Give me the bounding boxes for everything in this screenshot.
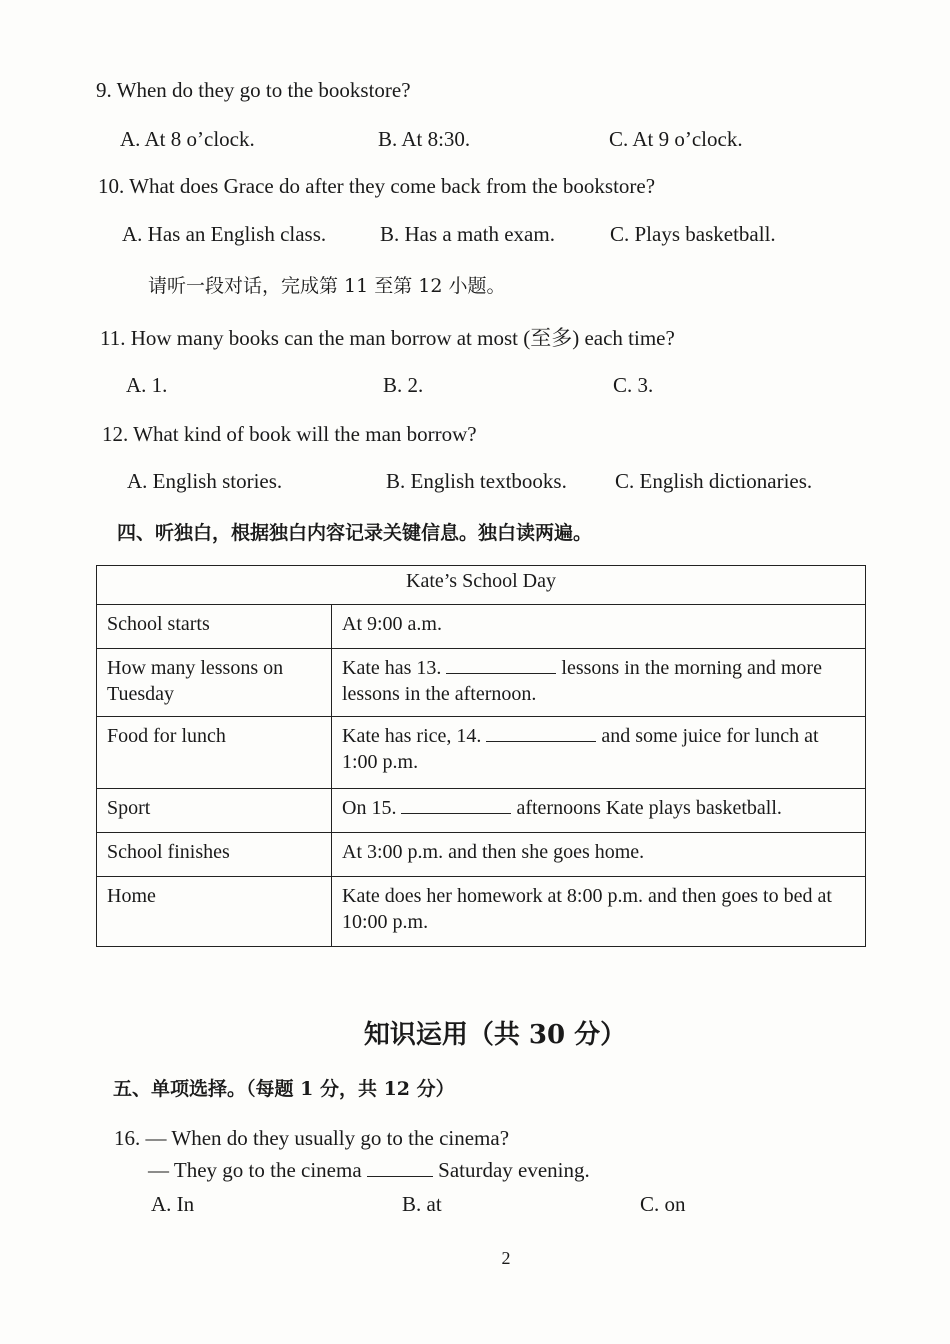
row-label: Sport: [97, 789, 332, 833]
question-11-option-a[interactable]: A. 1.: [126, 373, 168, 397]
section-4-title: 四、听独白，根据独白内容记录关键信息。独白读两遍。: [117, 522, 593, 544]
table-row: [97, 877, 866, 947]
question-9-option-a[interactable]: A. At 8 o’clock.: [120, 127, 255, 151]
row-content: On 15. afternoons Kate plays basketball.: [332, 789, 866, 833]
question-10-option-a[interactable]: A. Has an English class.: [122, 222, 327, 246]
page-number: 2: [501, 1248, 511, 1268]
question-10-stem: 10. What does Grace do after they come back from the bookstore?: [98, 174, 656, 198]
section-5-title: 五、单项选择。（每题 1 分，共 12 分）: [113, 1078, 455, 1100]
part-2-title: 知识运用（共 30 分）: [363, 1020, 627, 1050]
question-9-option-c[interactable]: C. At 9 o’clock.: [609, 127, 743, 151]
table-row: [97, 789, 866, 833]
row-content: At 9:00 a.m.: [332, 605, 866, 649]
question-16-option-b[interactable]: B. at: [402, 1192, 442, 1216]
answer-blank-13[interactable]: [446, 655, 556, 674]
row-content: Kate does her homework at 8:00 p.m. and then goes to bed at 10:00 p.m.: [332, 877, 866, 947]
table-row: [97, 605, 866, 649]
question-9-option-b[interactable]: B. At 8:30.: [378, 127, 471, 151]
question-11-option-c[interactable]: C. 3.: [613, 373, 654, 397]
question-9-stem: 9. When do they go to the bookstore?: [96, 78, 411, 102]
question-11-stem: 11. How many books can the man borrow at most (至多) each time?: [100, 326, 675, 350]
question-12-option-a[interactable]: A. English stories.: [127, 469, 283, 493]
question-12-stem: 12. What kind of book will the man borrow?: [102, 422, 477, 446]
table-title: Kate’s School Day: [97, 566, 866, 605]
question-16-option-a[interactable]: A. In: [151, 1192, 195, 1216]
row-label: School starts: [97, 605, 332, 649]
answer-blank-15[interactable]: [401, 795, 511, 814]
row-label: Home: [97, 877, 332, 947]
row-label: School finishes: [97, 833, 332, 877]
question-16-stem: 16. — When do they usually go to the cinema?: [114, 1126, 510, 1150]
question-10-option-c[interactable]: C. Plays basketball.: [610, 222, 776, 246]
question-12-option-c[interactable]: C. English dictionaries.: [615, 469, 813, 493]
question-12-option-b[interactable]: B. English textbooks.: [386, 469, 567, 493]
row-label: Food for lunch: [97, 717, 332, 789]
table-row: [97, 649, 866, 717]
row-content: Kate has rice, 14. and some juice for lunch at 1:00 p.m.: [332, 717, 866, 789]
answer-blank-14[interactable]: [486, 723, 596, 742]
question-10-option-b[interactable]: B. Has a math exam.: [380, 222, 555, 246]
row-label: How many lessons on Tuesday: [97, 649, 332, 717]
question-16-answer-line: — They go to the cinema Saturday evening.: [148, 1158, 590, 1182]
row-content: At 3:00 p.m. and then she goes home.: [332, 833, 866, 877]
question-11-option-b[interactable]: B. 2.: [383, 373, 424, 397]
question-16-option-c[interactable]: C. on: [640, 1192, 686, 1216]
row-content: Kate has 13. lessons in the morning and more lessons in the afternoon.: [332, 649, 866, 717]
table-row: [97, 717, 866, 789]
school-day-table: [96, 565, 866, 947]
answer-blank-16[interactable]: [367, 1158, 433, 1177]
table-row: [97, 833, 866, 877]
instruction-11-12: 请听一段对话，完成第 11 至第 12 小题。: [148, 275, 506, 297]
